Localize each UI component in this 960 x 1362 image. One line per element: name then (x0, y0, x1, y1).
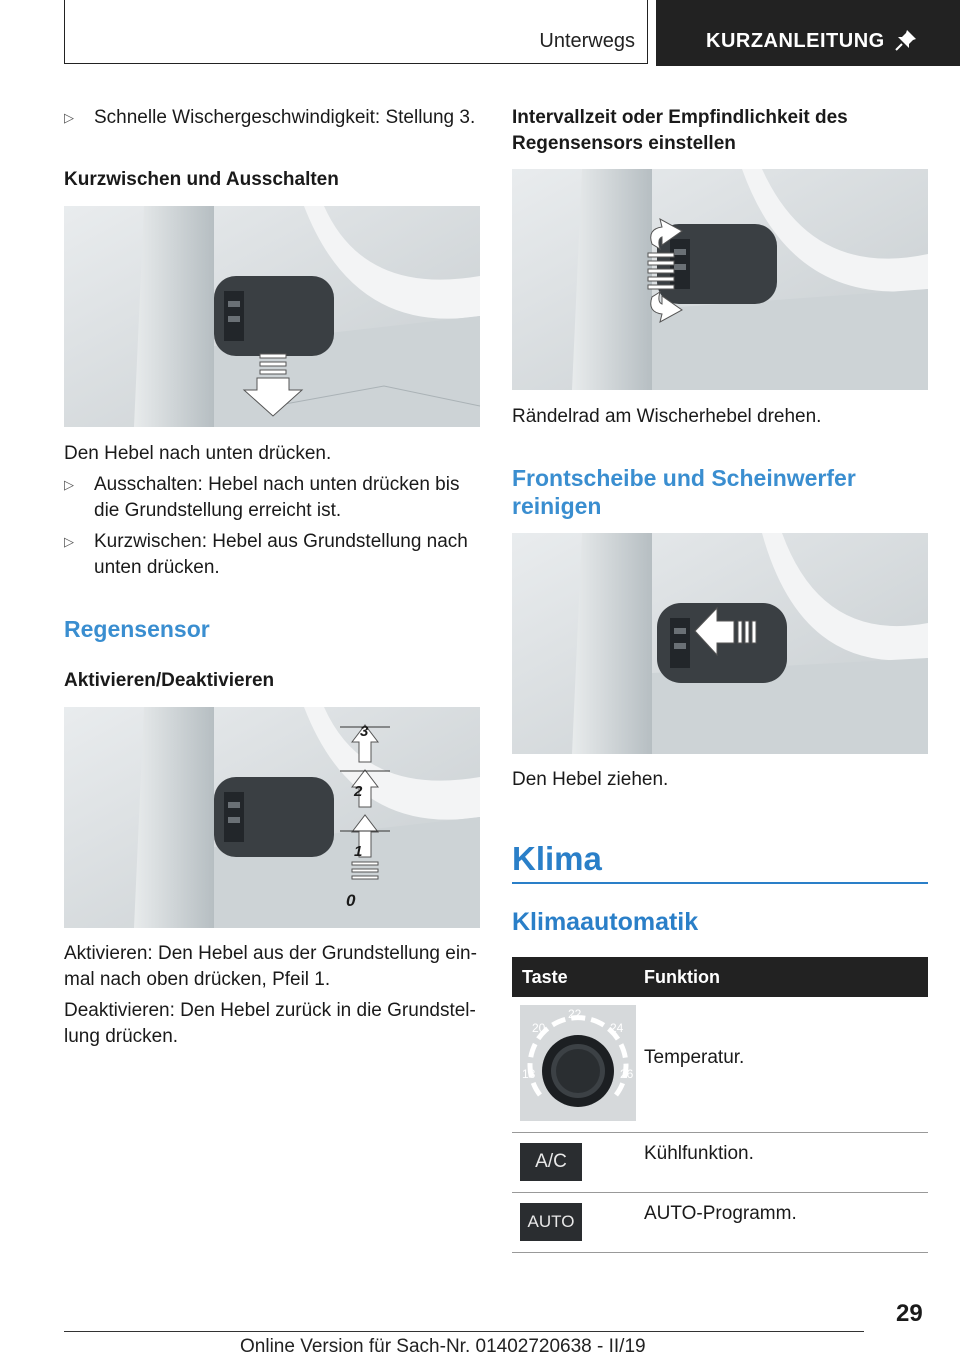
heading-intervall-1: Intervallzeit oder Empfindlichkeit des (512, 107, 848, 128)
auto-button-icon: AUTO (520, 1203, 582, 1241)
figure-thumbwheel (512, 169, 928, 390)
figure-lever-down (64, 206, 480, 427)
header-chapter-tab (656, 0, 960, 66)
paragraph-deaktivieren-2: lung drücken. (64, 1026, 179, 1047)
table-cell-funktion: Temperatur. (644, 1047, 745, 1068)
table-header-taste: Taste (522, 967, 568, 987)
dial-label: 24 (610, 1021, 624, 1035)
dial-label: 26 (620, 1067, 634, 1081)
bullet-triangle-icon: ▷ (64, 110, 74, 125)
paragraph-aktivieren-2: mal nach oben drücken, Pfeil 1. (64, 969, 331, 990)
heading-intervall-2: Regensensors einstellen (512, 133, 736, 154)
heading-frontscheibe-2: reinigen (512, 493, 602, 519)
paragraph-hebel-ziehen: Den Hebel ziehen. (512, 769, 669, 790)
header-chapter-title: KURZANLEITUNG (706, 30, 885, 52)
figure-lever-pull (512, 533, 928, 754)
table-cell-funktion: Kühlfunktion. (644, 1143, 754, 1164)
climate-table (512, 957, 928, 1253)
dial-label: 18 (522, 1067, 536, 1081)
pin-icon (894, 28, 918, 52)
heading-kurzwischen: Kurzwischen und Ausschalten (64, 169, 339, 190)
heading-regensensor: Regensensor (64, 616, 210, 642)
table-row (512, 1133, 928, 1193)
page-number: 29 (896, 1300, 923, 1327)
table-row (512, 1193, 928, 1253)
table-row (512, 997, 928, 1133)
heading-klima: Klima (512, 840, 602, 877)
paragraph-raendelrad: Rändelrad am Wischerhebel drehen. (512, 406, 822, 427)
figure-label-0: 0 (346, 891, 356, 910)
bullet-triangle-icon: ▷ (64, 534, 74, 549)
paragraph-aktivieren-1: Aktivieren: Den Hebel aus der Grundstellung ein- (64, 943, 477, 964)
page-header (0, 0, 960, 66)
heading-frontscheibe-1: Frontscheibe und Scheinwerfer (512, 465, 856, 491)
paragraph-hebel-unten: Den Hebel nach unten drücken. (64, 443, 332, 464)
table-header (512, 957, 928, 997)
heading-klimaautomatik: Klimaautomatik (512, 908, 699, 936)
ac-button-icon: A/C (520, 1143, 582, 1181)
dial-label: 20 (532, 1021, 546, 1035)
table-cell-funktion: AUTO-Programm. (644, 1203, 797, 1224)
dial-label: 22 (568, 1007, 582, 1021)
footer-text: Online Version für Sach-Nr. 01402720638 - II/19 (240, 1336, 646, 1357)
header-section-title: Unterwegs (539, 30, 635, 52)
temperature-dial-icon (520, 1005, 636, 1121)
table-header-funktion: Funktion (644, 967, 720, 987)
paragraph-deaktivieren-1: Deaktivieren: Den Hebel zurück in die Grundstel- (64, 1000, 476, 1021)
header-section-tab (64, 0, 648, 64)
figure-label-2: 2 (354, 783, 363, 800)
bullet-triangle-icon: ▷ (64, 477, 74, 492)
heading-aktivieren: Aktivieren/Deaktivieren (64, 670, 275, 691)
figure-label-3: 3 (360, 723, 369, 740)
figure-label-1: 1 (354, 843, 363, 860)
figure-lever-positions (64, 707, 480, 928)
heading-klima-rule (512, 882, 928, 884)
footer-rule (64, 1331, 864, 1332)
